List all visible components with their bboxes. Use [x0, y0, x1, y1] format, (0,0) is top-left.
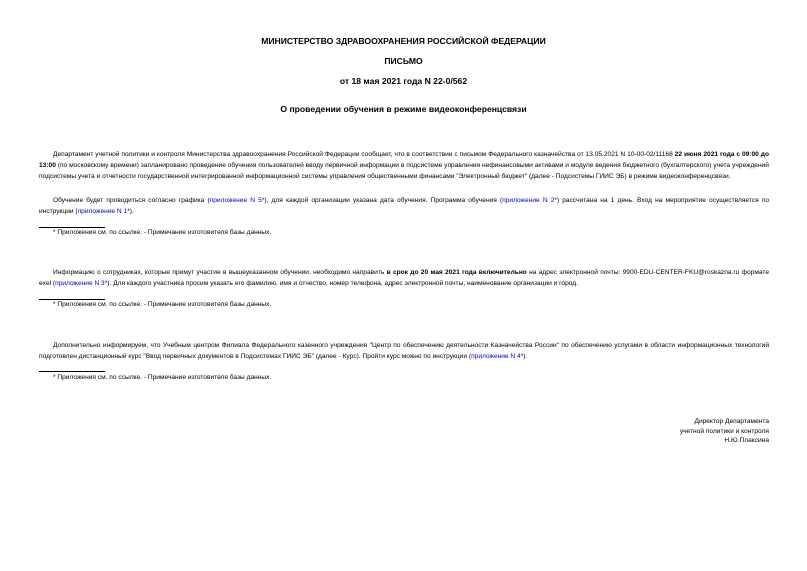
- paragraph-2: [39, 196, 769, 218]
- paragraph-4: [39, 341, 769, 363]
- document-date-number: от 18 мая 2021 года N 22-0/562: [339, 76, 468, 86]
- footnote-2: * Приложения см. по ссылке. - Примечание изготовителя базы данных.: [53, 301, 272, 308]
- signature-department: учетной политики и контроля: [679, 427, 769, 435]
- p2-text-1: Обучение будет проводиться согласно графика (: [53, 197, 210, 204]
- footnote-separator-3: [39, 371, 105, 372]
- p1-text-1: Департамент учетной политики и контроля Министерства здравоохранения Российской Федерации сообщает, что в соответствии с письмом Федерального казначейства от 13.05.2021 N 10-00-02/11168: [53, 151, 675, 158]
- signature-position: Директор Департамента: [694, 418, 769, 425]
- document-type: ПИСЬМО: [384, 56, 423, 66]
- p2-text-4: *).: [127, 207, 134, 215]
- p1-text-2: (по московскому времени) запланировано проведение обучения пользователей вводу первичной информации в подсистеме управления нефинансовыми активами и модуле ведения бюджетного (бухгалтерского) учета учреждений подсистемы учета и отчетности государственной интегрированной информационной системы управления общественными финансами "Электронный бюджет" (далее - Подсистемы ГИИС ЭБ) в режиме видеоконференцсвязи.: [39, 161, 769, 180]
- signature-name: Н.Ю.Плаксина: [724, 437, 769, 445]
- link-appendix-3[interactable]: приложение N 3: [55, 279, 105, 287]
- p3-text-3: *). Для каждого участника просим указать его фамилию, имя и отчество, номер телефона, адрес электронной почты, наименование организации и город.: [104, 279, 578, 287]
- footnote-separator-1: [39, 227, 105, 228]
- document-subject: О проведении обучения в режиме видеоконференцсвязи: [280, 104, 527, 114]
- p4-text-1: Дополнительно информируем, что Учебным центром Филиала Федерального казенного учреждения "Центр по обеспечению деятельности Казначейства России" по обеспечению услугами в области информационных технологий подготовлен дистанционный курс "Ввод первичных документов в Подсистемах ГИИС ЭБ" (далее - Курс). Пройти курс можно по инструкции (: [39, 342, 769, 360]
- link-appendix-1[interactable]: приложение N 1: [77, 207, 128, 215]
- link-appendix-4[interactable]: приложение N 4: [471, 352, 521, 360]
- p4-text-2: *).: [520, 352, 528, 360]
- p2-text-2: *), для каждой организации указана дата обучения. Программа обучения (: [261, 197, 503, 204]
- p1-bold-date: 22 июня 2021 года с 09:00 до 13:00: [39, 151, 769, 169]
- footnote-3: * Приложения см. по ссылке. - Примечание изготовителя базы данных.: [53, 374, 272, 381]
- p3-text-1: Информацию о сотрудниках, которые примут участие в вышеуказанном обучении, необходимо направить: [53, 269, 387, 276]
- paragraph-1: [39, 150, 769, 182]
- footnote-separator-2: [39, 299, 105, 300]
- p3-bold-deadline: в срок до 20 мая 2021 года включительно: [386, 269, 527, 276]
- p3-text-2: на адрес электронной почты: 9900-EDU-CENTER-FKU@roskazna.ru формате exel (: [39, 269, 769, 287]
- ministry-title: МИНИСТЕРСТВО ЗДРАВООХРАНЕНИЯ РОССИЙСКОЙ ФЕДЕРАЦИИ: [261, 36, 546, 46]
- p2-text-3: *) рассчитана на 1 день. Вход на мероприятие осуществляется по инструкции (: [39, 197, 770, 215]
- paragraph-3: [39, 268, 769, 290]
- link-appendix-2[interactable]: приложение N 2: [502, 197, 555, 204]
- footnote-1: * Приложения см. по ссылке. - Примечание изготовителя базы данных.: [53, 229, 272, 236]
- signature-block: [680, 417, 769, 446]
- link-appendix-5[interactable]: приложение N 5: [209, 197, 262, 204]
